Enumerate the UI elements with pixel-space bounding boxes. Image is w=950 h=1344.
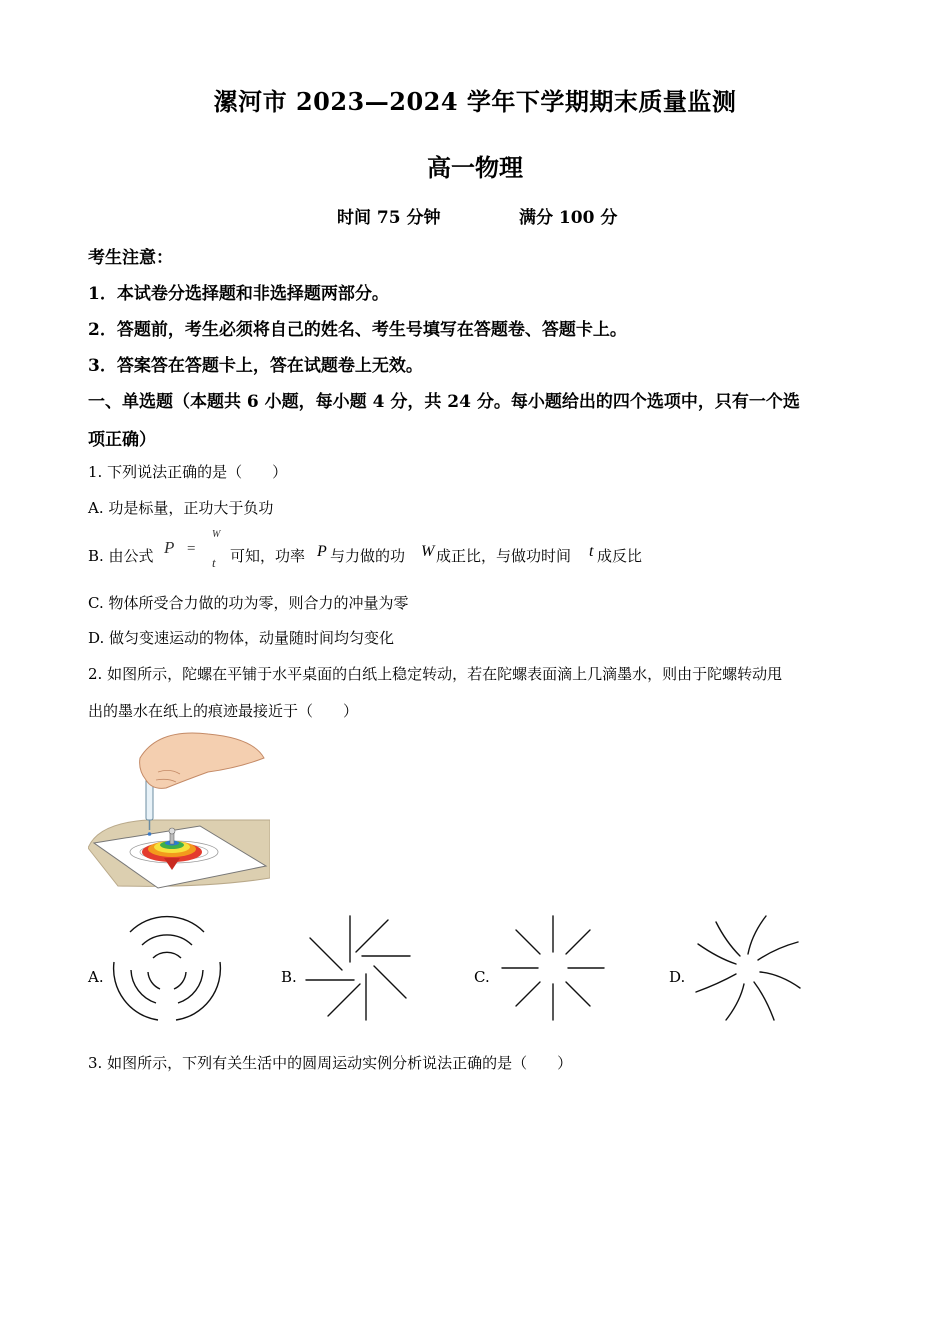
q1-option-b-power-symbol: P [317, 543, 327, 560]
q1-option-b-text3: 成正比，与做功时间 [436, 547, 572, 565]
notice-heading: 考生注意： [88, 248, 173, 268]
q2-option-b-label: B. [281, 968, 297, 986]
q1-option-b-time-symbol: t [589, 543, 594, 560]
q1-stem: 1. 下列说法正确的是（ ） [88, 463, 288, 481]
q1-option-b-text1: 可知，功率 [230, 547, 306, 565]
section-heading-line2: 项正确） [88, 430, 156, 450]
exam-time: 时间 75 分钟 [337, 208, 441, 228]
formula-equals: = [187, 541, 196, 557]
formula-p: P [164, 538, 175, 557]
formula-numerator: W [212, 529, 221, 540]
section-heading-line1: 一、单选题（本题共 6 小题，每小题 4 分，共 24 分。每小题给出的四个选项中，只有一个选 [88, 392, 800, 412]
q3-stem: 3. 如图所示，下列有关生活中的圆周运动实例分析说法正确的是（ ） [88, 1054, 573, 1072]
spinning-top-illustration [88, 728, 270, 898]
q1-option-d: D. 做匀变速运动的物体，动量随时间均匀变化 [88, 629, 395, 647]
option-d-curved-spiral-figure [692, 912, 804, 1024]
q2-option-d-label: D. [669, 968, 686, 986]
q1-option-b-text4: 成反比 [597, 547, 643, 565]
q1-option-a: A. 功是标量，正功大于负功 [88, 499, 274, 517]
q1-option-b-work-symbol: W [421, 543, 435, 560]
option-b-tangent-lines-figure [302, 912, 414, 1024]
q2-option-a-label: A. [88, 968, 104, 986]
notice-item-1: 1．本试卷分选择题和非选择题两部分。 [88, 284, 389, 304]
q2-option-c-label: C. [474, 968, 490, 986]
q2-stem-line2: 出的墨水在纸上的痕迹最接近于（ ） [88, 702, 359, 720]
q1-option-c: C. 物体所受合力做的功为零，则合力的冲量为零 [88, 594, 409, 612]
q1-option-b-prefix: B. 由公式 [88, 547, 154, 565]
exam-title: 漯河市 2023—2024 学年下学期期末质量监测 [213, 87, 737, 116]
notice-item-2: 2．答题前，考生必须将自己的姓名、考生号填写在答题卷、答题卡上。 [88, 320, 627, 340]
exam-score: 满分 100 分 [519, 208, 618, 228]
q2-stem-line1: 2. 如图所示，陀螺在平铺于水平桌面的白纸上稳定转动，若在陀螺表面滴上几滴墨水，则由于陀螺转动甩 [88, 665, 783, 683]
q1-option-b-text2: 与力做的功 [330, 547, 406, 565]
formula-denominator: t [212, 555, 216, 570]
notice-item-3: 3．答案答在答题卡上，答在试题卷上无效。 [88, 356, 423, 376]
option-c-radial-lines-figure [498, 912, 608, 1024]
exam-subject: 高一物理 [427, 153, 523, 182]
option-a-concentric-arcs-figure [108, 912, 226, 1024]
